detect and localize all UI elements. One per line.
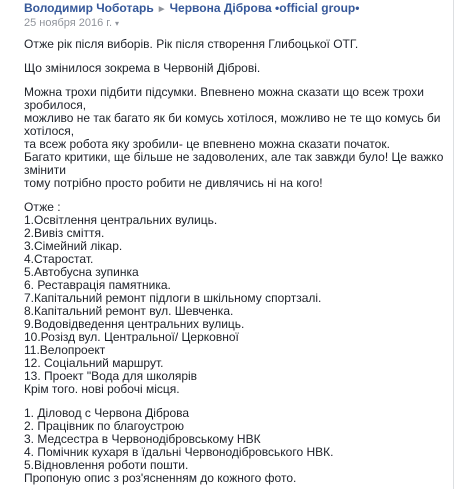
post-text-line: 2. Працівник по благоустрою: [24, 419, 185, 433]
post-body: [24, 38, 449, 485]
post-text-line: Що змінилося зокрема в Червоній Діброві.: [24, 61, 261, 75]
post-header: [24, 1, 359, 31]
post-text-line: Багато критики, ще більше не задоволених, але так завжди було! Це важко змінити: [24, 150, 444, 177]
post-text-line: 8.Капітальний ремонт вул. Шевченка.: [24, 304, 234, 318]
post-text-line: 3.Сімейний лікар.: [24, 239, 123, 253]
post-text-line: Пропоную опис з роз'ясненням до кожного фото.: [24, 471, 297, 485]
shared-to-arrow-icon: ►: [156, 4, 167, 15]
post-text-line: 7.Капітальний ремонт підлоги в шкільному спортзалі.: [24, 291, 322, 305]
post-text-line: можливо не так багато як би комусь хотілося, можливо не те що комусь би хотілося,: [24, 111, 441, 138]
audience-caret-icon[interactable]: ▾: [115, 19, 120, 28]
post-text-line: Крім того. нові робочі місця.: [24, 382, 180, 396]
post-text-line: 1. Діловод с Червона Діброва: [24, 406, 190, 420]
post-text-line: 3. Медсестра в Червонодібровському НВК: [24, 432, 261, 446]
post-text-line: 13. Проект "Вода для школярів: [24, 369, 198, 383]
post-text-line: 1.Освітлення центральних вулиць.: [24, 213, 218, 227]
post-text-line: 5.Автобусна зупинка: [24, 265, 139, 279]
group-link[interactable]: Червона Діброва •official group•: [169, 1, 360, 15]
post-text-line: 9.Водовідведення центральних вулиць.: [24, 317, 245, 331]
post-text-line: 5.Відновлення роботи пошти.: [24, 458, 189, 472]
post-text-line: 6. Реставрація памятника.: [24, 278, 171, 292]
post-text-line: 12. Соціальний маршрут.: [24, 356, 164, 370]
post-text-line: Отже :: [24, 200, 61, 214]
post-text-line: 11.Велопроект: [24, 343, 106, 357]
post-text-line: 4. Помічник кухаря в їдальні Червонодібровського НВК.: [24, 445, 334, 459]
post-text-line: 10.Розізд вул. Центральної/ Церковної: [24, 330, 239, 344]
post-text-line: та всеж робота яку зробили- це впевнено можна сказати початок.: [24, 137, 390, 151]
paragraph-gap: [24, 190, 449, 201]
post-names: [24, 1, 359, 16]
post-date[interactable]: 25 ноября 2016 г.: [24, 17, 112, 29]
post-text-line: 4.Старостат.: [24, 252, 94, 266]
author-link[interactable]: Володимир Чоботарь: [24, 1, 154, 15]
post-text-line: 2.Вивіз сміття.: [24, 226, 105, 240]
post-text-line: Отже рік після виборів. Рік після створення Глибоцької ОТГ.: [24, 37, 359, 51]
post-text-line: тому потрібно просто робити не дивлячись ні на кого!: [24, 176, 323, 190]
post-text-line: Можна трохи підбити підсумки. Впевнено можна сказати що всеж трохи зробилося,: [24, 85, 424, 112]
post-meta: [24, 16, 359, 31]
